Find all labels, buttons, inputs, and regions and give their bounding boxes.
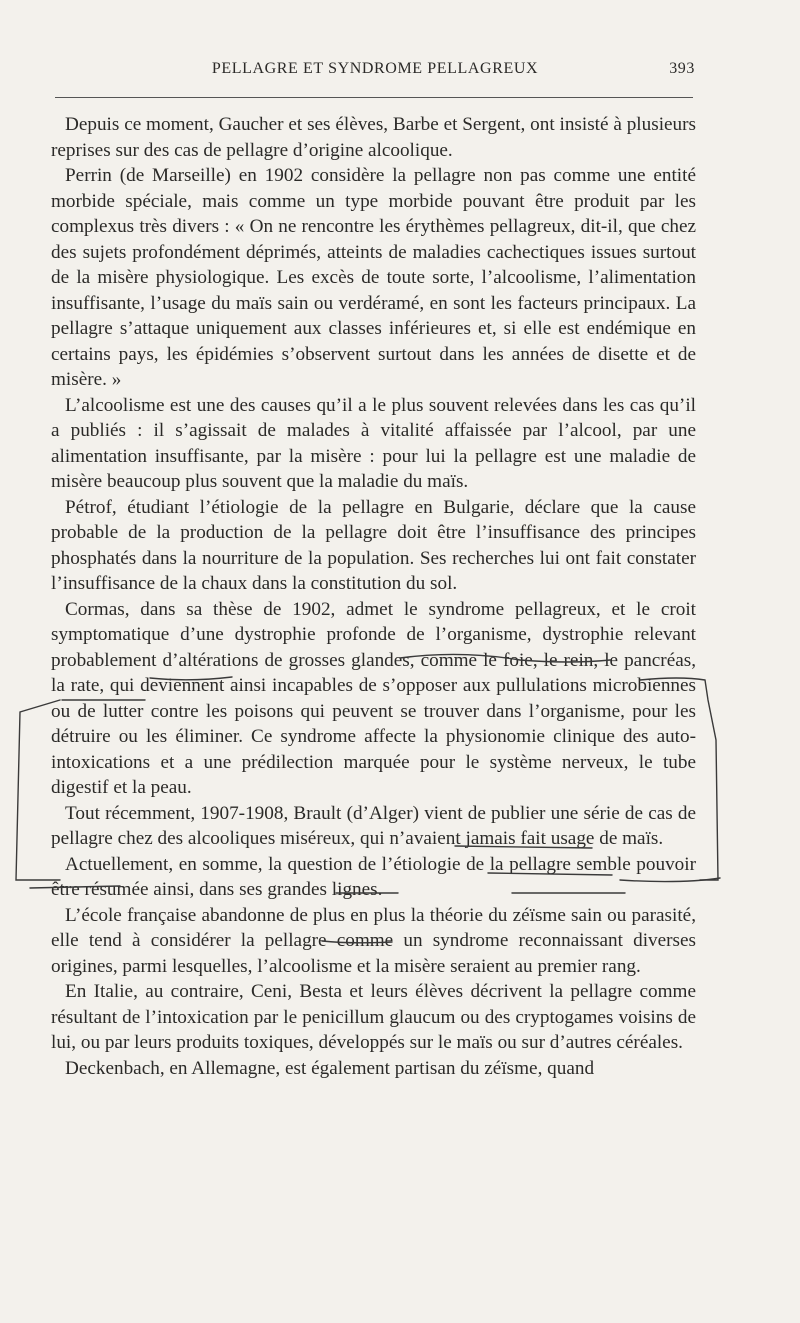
paragraph: En Italie, au contraire, Ceni, Besta et leurs élèves décrivent la pellagre comme résultant de l’intoxication par le penicillum glaucum ou des cryptogames voisins de lui, ou par leurs produits toxiques, développés sur le maïs ou sur d’autres céréales. [51, 981, 696, 1053]
paragraph: Deckenbach, en Allemagne, est également partisan du zéïsme, quand [65, 1057, 595, 1079]
running-title: PELLAGRE ET SYNDROME PELLAGREUX [211, 60, 539, 77]
running-header [55, 60, 695, 84]
paragraph: Depuis ce moment, Gaucher et ses élèves, Barbe et Sergent, ont insisté à plusieurs reprises sur des cas de pellagre d’origine alcoolique. [51, 114, 696, 161]
paragraph: L’école française abandonne de plus en plus la théorie du zéïsme sain ou parasité, elle tend à considérer la pellagre comme un syndrome reconnaissant diverses origines, parmi lesquelles, l’alcoolisme et la misère seraient au premier rang. [51, 904, 696, 977]
header-rule [55, 97, 693, 98]
paragraph: Tout récemment, 1907-1908, Brault (d’Alger) vient de publier une série de cas de pellagre chez des alcooliques miséreux, qui n’avaient jamais fait usage de maïs. [51, 802, 696, 849]
body-text [51, 112, 696, 1081]
paragraph: Actuellement, en somme, la question de l’étiologie de la pellagre semble pouvoir être résumée ainsi, dans ses grandes lignes. [51, 853, 696, 900]
paragraph: Perrin (de Marseille) en 1902 considère la pellagre non pas comme une entité morbide spéciale, mais comme un type morbide pouvant être produit par les complexus très divers : « On ne rencontre les érythèmes pellagreux, dit-il, que chez des sujets profondément déprimés, atteints de maladies cachectiques issues surtout de la misère physiologique. Les excès de toute sorte, l’alcoolisme, l’alimentation insuffisante, l’usage du maïs sain ou verdéramé, en sont les facteurs principaux. La pellagre s’attaque uniquement aux classes inférieures et, si elle est endémique en certains pays, les épidémies s’observent surtout dans les années de disette et de misère. » [51, 165, 696, 390]
paragraph: L’alcoolisme est une des causes qu’il a le plus souvent relevées dans les cas qu’il a publiés : il s’agissait de malades à vitalité affaissée par l’alcool, par une alimentation insuffisante, par la misère : pour lui la pellagre est une maladie de misère beaucoup plus souvent que la maladie du maïs. [51, 394, 696, 492]
paragraph: Pétrof, étudiant l’étiologie de la pellagre en Bulgarie, déclare que la cause probable de la production de la pellagre doit être l’insuffisance des principes phosphatés dans la nourriture de la population. Ses recherches lui ont fait constater l’insuffisance de la chaux dans la constitution du sol. [51, 496, 696, 594]
page-number: 393 [669, 60, 695, 77]
paragraph: Cormas, dans sa thèse de 1902, admet le syndrome pellagreux, et le croit symptomatique d’une dystrophie profonde de l’organisme, dystrophie relevant probablement d’altérations de grosses glandes, comme le foie, le rein, le pancréas, la rate, qui deviennent ainsi incapables de s’opposer aux pullulations microbiennes ou de lutter contre les poisons qui peuvent se trouver dans l’organisme, pour les détruire ou les éliminer. Ce syndrome affecte la physionomie clinique des auto-intoxications et a une prédilection marquée pour le système nerveux, le tube digestif et la peau. [51, 598, 696, 798]
